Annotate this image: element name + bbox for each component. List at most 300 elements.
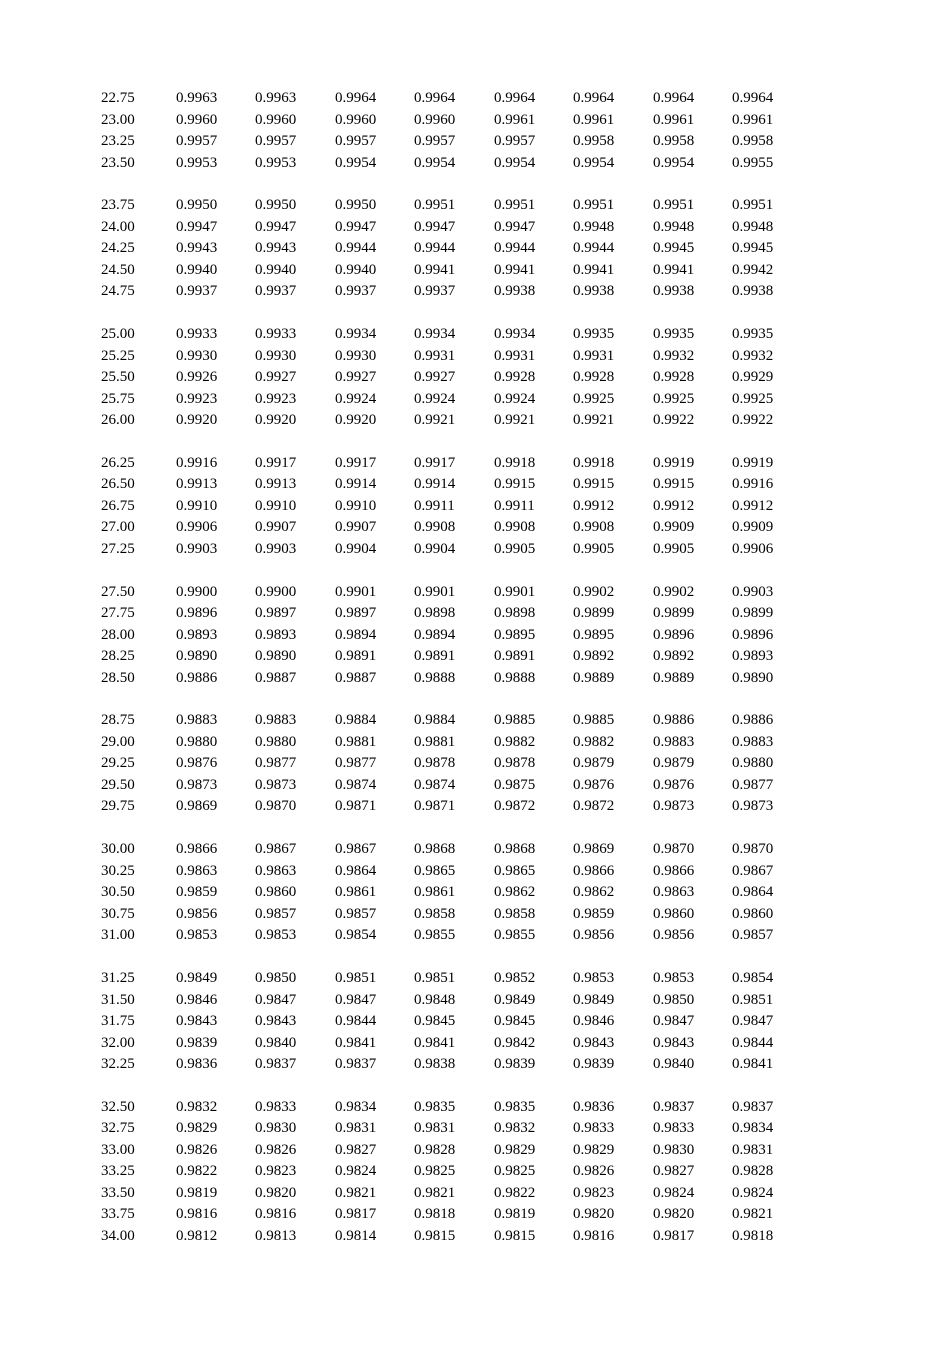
value-cell: 0.9951: [494, 197, 536, 214]
value-cell: 0.9866: [176, 841, 218, 858]
value-cell: 0.9858: [494, 905, 536, 922]
row-group: [0, 88, 950, 174]
value-cell: 0.9927: [414, 369, 456, 386]
table-row: [0, 796, 950, 818]
value-cell: 0.9918: [573, 454, 615, 471]
value-cell: 0.9831: [335, 1120, 377, 1137]
value-cell: 0.9910: [176, 497, 218, 514]
value-cell: 0.9931: [414, 347, 456, 364]
value-cell: 0.9898: [494, 605, 536, 622]
value-cell: 0.9850: [255, 970, 297, 987]
row-group: [0, 839, 950, 947]
value-cell: 0.9954: [573, 154, 615, 171]
value-cell: 0.9816: [255, 1206, 297, 1223]
value-cell: 0.9870: [255, 798, 297, 815]
value-cell: 0.9950: [335, 197, 377, 214]
value-cell: 0.9872: [494, 798, 536, 815]
value-cell: 0.9932: [653, 347, 695, 364]
value-cell: 0.9863: [176, 862, 218, 879]
value-cell: 0.9868: [494, 841, 536, 858]
value-cell: 0.9846: [176, 991, 218, 1008]
value-cell: 0.9823: [255, 1163, 297, 1180]
value-cell: 0.9947: [255, 218, 297, 235]
value-cell: 0.9841: [414, 1034, 456, 1051]
value-cell: 0.9890: [732, 669, 774, 686]
value-cell: 0.9847: [255, 991, 297, 1008]
value-cell: 0.9861: [335, 884, 377, 901]
value-cell: 0.9928: [573, 369, 615, 386]
value-cell: 0.9819: [176, 1184, 218, 1201]
row-key-cell: 30.50: [101, 884, 135, 901]
table-row: [0, 882, 950, 904]
value-cell: 0.9841: [732, 1056, 774, 1073]
value-cell: 0.9905: [653, 540, 695, 557]
value-cell: 0.9837: [653, 1098, 695, 1115]
value-cell: 0.9866: [573, 862, 615, 879]
row-key-cell: 33.75: [101, 1206, 135, 1223]
value-cell: 0.9911: [494, 497, 535, 514]
value-cell: 0.9853: [176, 927, 218, 944]
value-cell: 0.9932: [732, 347, 774, 364]
value-cell: 0.9854: [335, 927, 377, 944]
value-cell: 0.9840: [255, 1034, 297, 1051]
value-cell: 0.9941: [494, 261, 536, 278]
row-key-cell: 24.25: [101, 240, 135, 257]
value-cell: 0.9908: [414, 519, 456, 536]
value-cell: 0.9894: [335, 626, 377, 643]
value-cell: 0.9903: [255, 540, 297, 557]
value-cell: 0.9902: [653, 583, 695, 600]
row-key-cell: 22.75: [101, 90, 135, 106]
value-cell: 0.9937: [176, 283, 218, 300]
value-cell: 0.9875: [494, 776, 536, 793]
value-cell: 0.9910: [335, 497, 377, 514]
value-cell: 0.9861: [414, 884, 456, 901]
value-cell: 0.9957: [176, 133, 218, 149]
table-row: [0, 1204, 950, 1226]
table-row: [0, 517, 950, 539]
value-cell: 0.9925: [653, 390, 695, 407]
value-cell: 0.9826: [573, 1163, 615, 1180]
value-cell: 0.9844: [732, 1034, 774, 1051]
value-cell: 0.9944: [494, 240, 536, 257]
value-cell: 0.9816: [176, 1206, 218, 1223]
value-cell: 0.9960: [414, 111, 456, 128]
value-cell: 0.9872: [573, 798, 615, 815]
table-row: [0, 904, 950, 926]
value-cell: 0.9940: [255, 261, 297, 278]
value-cell: 0.9851: [732, 991, 774, 1008]
value-cell: 0.9899: [732, 605, 774, 622]
value-cell: 0.9927: [255, 369, 297, 386]
value-cell: 0.9954: [414, 154, 456, 171]
table-row: [0, 1033, 950, 1055]
value-cell: 0.9895: [494, 626, 536, 643]
value-cell: 0.9907: [255, 519, 297, 536]
table-row: [0, 1011, 950, 1033]
value-cell: 0.9886: [176, 669, 218, 686]
table-row: [0, 1118, 950, 1140]
value-cell: 0.9824: [732, 1184, 774, 1201]
value-cell: 0.9832: [494, 1120, 536, 1137]
value-cell: 0.9938: [573, 283, 615, 300]
value-cell: 0.9880: [732, 755, 774, 772]
value-cell: 0.9938: [653, 283, 695, 300]
value-cell: 0.9892: [573, 648, 615, 665]
value-cell: 0.9860: [255, 884, 297, 901]
value-cell: 0.9950: [176, 197, 218, 214]
data-table: [0, 88, 950, 1269]
value-cell: 0.9834: [335, 1098, 377, 1115]
value-cell: 0.9869: [573, 841, 615, 858]
value-cell: 0.9868: [414, 841, 456, 858]
value-cell: 0.9888: [414, 669, 456, 686]
value-cell: 0.9848: [414, 991, 456, 1008]
value-cell: 0.9920: [176, 412, 218, 429]
value-cell: 0.9880: [255, 733, 297, 750]
value-cell: 0.9905: [494, 540, 536, 557]
value-cell: 0.9834: [732, 1120, 774, 1137]
table-row: [0, 153, 950, 175]
value-cell: 0.9923: [176, 390, 218, 407]
value-cell: 0.9867: [255, 841, 297, 858]
value-cell: 0.9923: [255, 390, 297, 407]
value-cell: 0.9876: [573, 776, 615, 793]
value-cell: 0.9899: [573, 605, 615, 622]
value-cell: 0.9938: [732, 283, 774, 300]
value-cell: 0.9942: [732, 261, 774, 278]
value-cell: 0.9829: [176, 1120, 218, 1137]
value-cell: 0.9935: [732, 326, 774, 343]
value-cell: 0.9954: [653, 154, 695, 171]
table-row: [0, 990, 950, 1012]
value-cell: 0.9964: [335, 90, 377, 106]
row-key-cell: 27.00: [101, 519, 135, 536]
value-cell: 0.9856: [573, 927, 615, 944]
value-cell: 0.9960: [176, 111, 218, 128]
row-key-cell: 34.00: [101, 1227, 135, 1244]
value-cell: 0.9846: [573, 1013, 615, 1030]
value-cell: 0.9856: [653, 927, 695, 944]
value-cell: 0.9887: [255, 669, 297, 686]
row-key-cell: 30.00: [101, 841, 135, 858]
value-cell: 0.9931: [494, 347, 536, 364]
value-cell: 0.9908: [573, 519, 615, 536]
value-cell: 0.9951: [414, 197, 456, 214]
value-cell: 0.9849: [494, 991, 536, 1008]
value-cell: 0.9914: [335, 476, 377, 493]
value-cell: 0.9833: [573, 1120, 615, 1137]
value-cell: 0.9864: [732, 884, 774, 901]
value-cell: 0.9838: [414, 1056, 456, 1073]
value-cell: 0.9940: [176, 261, 218, 278]
value-cell: 0.9873: [176, 776, 218, 793]
value-cell: 0.9957: [255, 133, 297, 149]
value-cell: 0.9900: [255, 583, 297, 600]
value-cell: 0.9836: [573, 1098, 615, 1115]
value-cell: 0.9899: [653, 605, 695, 622]
value-cell: 0.9896: [653, 626, 695, 643]
value-cell: 0.9955: [732, 154, 774, 171]
value-cell: 0.9889: [573, 669, 615, 686]
row-key-cell: 24.50: [101, 261, 135, 278]
table-row: [0, 367, 950, 389]
value-cell: 0.9944: [335, 240, 377, 257]
value-cell: 0.9886: [653, 712, 695, 729]
value-cell: 0.9830: [255, 1120, 297, 1137]
value-cell: 0.9839: [176, 1034, 218, 1051]
table-row: [0, 88, 950, 110]
value-cell: 0.9853: [573, 970, 615, 987]
value-cell: 0.9906: [176, 519, 218, 536]
value-cell: 0.9931: [573, 347, 615, 364]
value-cell: 0.9851: [335, 970, 377, 987]
value-cell: 0.9860: [653, 905, 695, 922]
value-cell: 0.9916: [176, 454, 218, 471]
table-row: [0, 131, 950, 153]
value-cell: 0.9895: [573, 626, 615, 643]
row-key-cell: 28.00: [101, 626, 135, 643]
value-cell: 0.9920: [335, 412, 377, 429]
value-cell: 0.9964: [732, 90, 774, 106]
value-cell: 0.9937: [335, 283, 377, 300]
value-cell: 0.9839: [494, 1056, 536, 1073]
value-cell: 0.9890: [176, 648, 218, 665]
value-cell: 0.9821: [414, 1184, 456, 1201]
row-key-cell: 32.75: [101, 1120, 135, 1137]
value-cell: 0.9958: [653, 133, 695, 149]
value-cell: 0.9948: [573, 218, 615, 235]
value-cell: 0.9945: [653, 240, 695, 257]
value-cell: 0.9871: [335, 798, 377, 815]
value-cell: 0.9887: [335, 669, 377, 686]
value-cell: 0.9947: [414, 218, 456, 235]
value-cell: 0.9943: [255, 240, 297, 257]
row-key-cell: 30.25: [101, 862, 135, 879]
value-cell: 0.9921: [573, 412, 615, 429]
value-cell: 0.9922: [653, 412, 695, 429]
value-cell: 0.9904: [335, 540, 377, 557]
row-key-cell: 26.00: [101, 412, 135, 429]
value-cell: 0.9951: [732, 197, 774, 214]
value-cell: 0.9853: [653, 970, 695, 987]
row-key-cell: 29.25: [101, 755, 135, 772]
table-row: [0, 1183, 950, 1205]
value-cell: 0.9824: [653, 1184, 695, 1201]
value-cell: 0.9873: [732, 798, 774, 815]
value-cell: 0.9847: [653, 1013, 695, 1030]
value-cell: 0.9941: [653, 261, 695, 278]
table-row: [0, 453, 950, 475]
table-row: [0, 775, 950, 797]
value-cell: 0.9837: [732, 1098, 774, 1115]
value-cell: 0.9856: [176, 905, 218, 922]
value-cell: 0.9909: [732, 519, 774, 536]
value-cell: 0.9940: [335, 261, 377, 278]
value-cell: 0.9827: [653, 1163, 695, 1180]
row-key-cell: 33.25: [101, 1163, 135, 1180]
value-cell: 0.9951: [573, 197, 615, 214]
row-key-cell: 28.25: [101, 648, 135, 665]
row-group: [0, 195, 950, 303]
row-key-cell: 31.25: [101, 970, 135, 987]
row-key-cell: 28.75: [101, 712, 135, 729]
value-cell: 0.9900: [176, 583, 218, 600]
value-cell: 0.9912: [653, 497, 695, 514]
value-cell: 0.9843: [653, 1034, 695, 1051]
value-cell: 0.9894: [414, 626, 456, 643]
value-cell: 0.9823: [573, 1184, 615, 1201]
value-cell: 0.9820: [255, 1184, 297, 1201]
value-cell: 0.9851: [414, 970, 456, 987]
value-cell: 0.9814: [335, 1227, 377, 1244]
value-cell: 0.9907: [335, 519, 377, 536]
value-cell: 0.9826: [176, 1141, 218, 1158]
row-key-cell: 25.25: [101, 347, 135, 364]
value-cell: 0.9889: [653, 669, 695, 686]
value-cell: 0.9844: [335, 1013, 377, 1030]
value-cell: 0.9926: [176, 369, 218, 386]
value-cell: 0.9948: [732, 218, 774, 235]
value-cell: 0.9842: [494, 1034, 536, 1051]
value-cell: 0.9951: [653, 197, 695, 214]
value-cell: 0.9857: [732, 927, 774, 944]
value-cell: 0.9915: [653, 476, 695, 493]
value-cell: 0.9859: [573, 905, 615, 922]
value-cell: 0.9880: [176, 733, 218, 750]
value-cell: 0.9938: [494, 283, 536, 300]
value-cell: 0.9832: [176, 1098, 218, 1115]
value-cell: 0.9891: [414, 648, 456, 665]
value-cell: 0.9897: [335, 605, 377, 622]
value-cell: 0.9929: [732, 369, 774, 386]
row-key-cell: 33.50: [101, 1184, 135, 1201]
value-cell: 0.9922: [732, 412, 774, 429]
value-cell: 0.9825: [414, 1163, 456, 1180]
value-cell: 0.9928: [494, 369, 536, 386]
value-cell: 0.9867: [732, 862, 774, 879]
value-cell: 0.9877: [255, 755, 297, 772]
value-cell: 0.9882: [494, 733, 536, 750]
value-cell: 0.9858: [414, 905, 456, 922]
value-cell: 0.9914: [414, 476, 456, 493]
value-cell: 0.9820: [653, 1206, 695, 1223]
value-cell: 0.9863: [653, 884, 695, 901]
value-cell: 0.9881: [414, 733, 456, 750]
value-cell: 0.9854: [732, 970, 774, 987]
value-cell: 0.9885: [494, 712, 536, 729]
value-cell: 0.9864: [335, 862, 377, 879]
value-cell: 0.9961: [494, 111, 536, 128]
value-cell: 0.9886: [732, 712, 774, 729]
table-row: [0, 110, 950, 132]
row-key-cell: 28.50: [101, 669, 135, 686]
table-row: [0, 281, 950, 303]
value-cell: 0.9836: [176, 1056, 218, 1073]
value-cell: 0.9917: [335, 454, 377, 471]
value-cell: 0.9915: [573, 476, 615, 493]
value-cell: 0.9847: [335, 991, 377, 1008]
value-cell: 0.9912: [573, 497, 615, 514]
value-cell: 0.9913: [176, 476, 218, 493]
table-row: [0, 496, 950, 518]
table-row: [0, 410, 950, 432]
value-cell: 0.9934: [414, 326, 456, 343]
row-key-cell: 32.25: [101, 1056, 135, 1073]
table-row: [0, 389, 950, 411]
value-cell: 0.9831: [732, 1141, 774, 1158]
value-cell: 0.9933: [255, 326, 297, 343]
value-cell: 0.9815: [414, 1227, 456, 1244]
value-cell: 0.9954: [494, 154, 536, 171]
value-cell: 0.9919: [732, 454, 774, 471]
value-cell: 0.9892: [653, 648, 695, 665]
value-cell: 0.9958: [732, 133, 774, 149]
value-cell: 0.9909: [653, 519, 695, 536]
row-key-cell: 33.00: [101, 1141, 135, 1158]
value-cell: 0.9957: [494, 133, 536, 149]
value-cell: 0.9961: [653, 111, 695, 128]
value-cell: 0.9857: [335, 905, 377, 922]
value-cell: 0.9833: [255, 1098, 297, 1115]
value-cell: 0.9876: [653, 776, 695, 793]
table-row: [0, 1054, 950, 1076]
value-cell: 0.9891: [494, 648, 536, 665]
value-cell: 0.9866: [653, 862, 695, 879]
row-key-cell: 26.50: [101, 476, 135, 493]
value-cell: 0.9888: [494, 669, 536, 686]
value-cell: 0.9957: [335, 133, 377, 149]
row-key-cell: 23.75: [101, 197, 135, 214]
value-cell: 0.9911: [414, 497, 455, 514]
value-cell: 0.9852: [494, 970, 536, 987]
value-cell: 0.9870: [653, 841, 695, 858]
value-cell: 0.9855: [494, 927, 536, 944]
value-cell: 0.9885: [573, 712, 615, 729]
value-cell: 0.9815: [494, 1227, 536, 1244]
value-cell: 0.9877: [335, 755, 377, 772]
value-cell: 0.9883: [176, 712, 218, 729]
value-cell: 0.9829: [494, 1141, 536, 1158]
row-key-cell: 25.00: [101, 326, 135, 343]
value-cell: 0.9812: [176, 1227, 218, 1244]
value-cell: 0.9835: [494, 1098, 536, 1115]
value-cell: 0.9828: [414, 1141, 456, 1158]
row-key-cell: 24.00: [101, 218, 135, 235]
row-group: [0, 968, 950, 1076]
value-cell: 0.9869: [176, 798, 218, 815]
value-cell: 0.9964: [414, 90, 456, 106]
row-group: [0, 582, 950, 690]
table-row: [0, 839, 950, 861]
value-cell: 0.9830: [653, 1141, 695, 1158]
table-row: [0, 646, 950, 668]
table-row: [0, 260, 950, 282]
value-cell: 0.9847: [732, 1013, 774, 1030]
value-cell: 0.9829: [573, 1141, 615, 1158]
value-cell: 0.9941: [414, 261, 456, 278]
value-cell: 0.9930: [255, 347, 297, 364]
value-cell: 0.9813: [255, 1227, 297, 1244]
value-cell: 0.9919: [653, 454, 695, 471]
value-cell: 0.9893: [732, 648, 774, 665]
value-cell: 0.9874: [335, 776, 377, 793]
row-group: [0, 324, 950, 432]
value-cell: 0.9841: [335, 1034, 377, 1051]
row-key-cell: 27.50: [101, 583, 135, 600]
value-cell: 0.9925: [732, 390, 774, 407]
value-cell: 0.9935: [653, 326, 695, 343]
